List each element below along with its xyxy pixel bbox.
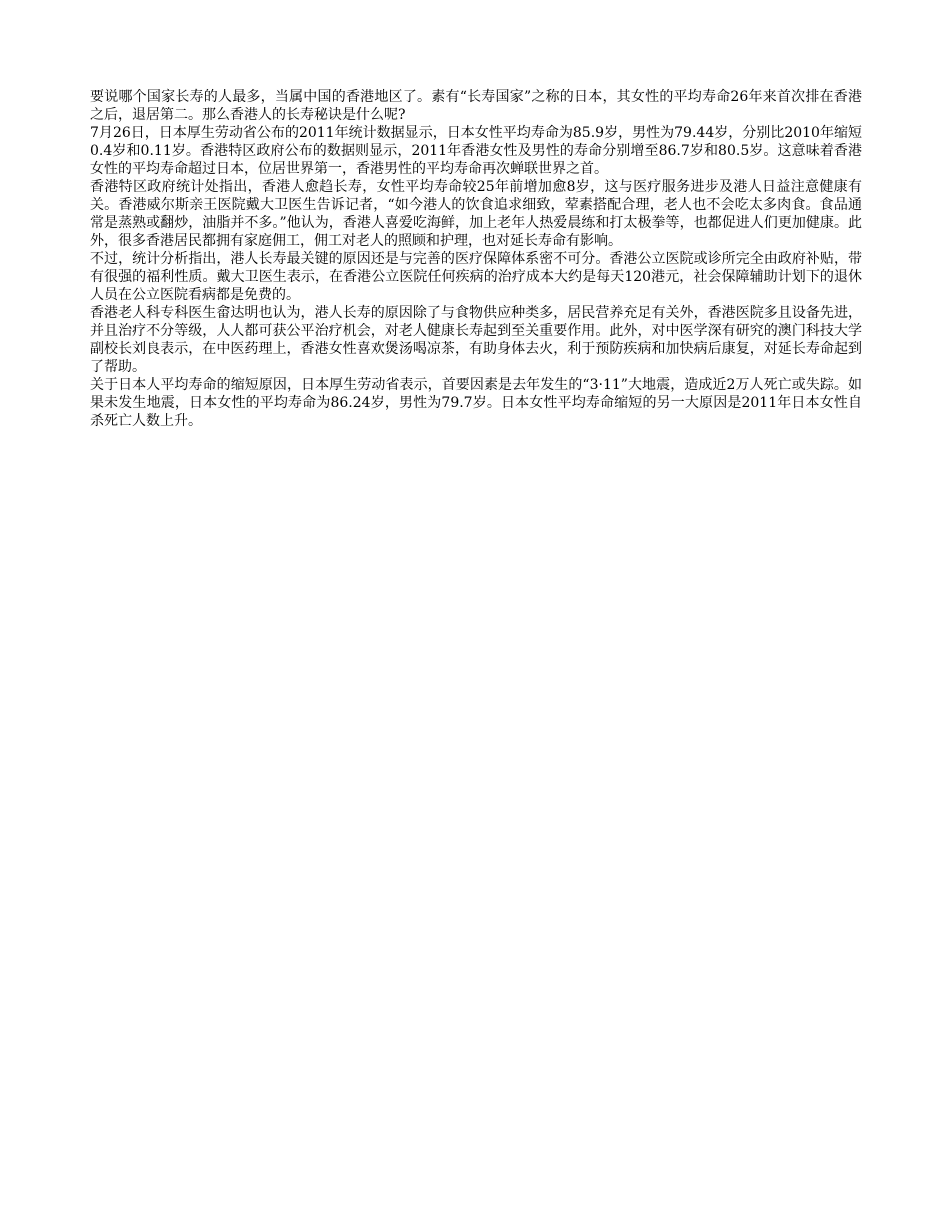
paragraph-3: 香港特区政府统计处指出，香港人愈趋长寿，女性平均寿命较25年前增加愈8岁，这与医疗服务进步及港人日益注意健康有关。香港威尔斯亲王医院戴大卫医生告诉记者，“如今港人的饮食追求细致，荤素搭配合理，老人也不会吃太多肉食。食品通常是蒸熟或翻炒，油脂并不多。”他认为，香港人喜爱吃海鲜，加上老年人热爱晨练和打太极拳等，也都促进人们更加健康。此外，很多香港居民都拥有家庭佣工，佣工对老人的照顾和护理，也对延长寿命有影响。 bbox=[90, 179, 862, 249]
paragraph-5: 香港老人科专科医生畲达明也认为，港人长寿的原因除了与食物供应种类多，居民营养充足有关外，香港医院多且设备先进，并且治疗不分等级，人人都可获公平治疗机会，对老人健康长寿起到至关重要作用。此外，对中医学深有研究的澳门科技大学副校长刘良表示，在中医药理上，香港女性喜欢煲汤喝凉茶，有助身体去火，利于预防疾病和加快病后康复，对延长寿命起到了帮助。 bbox=[90, 305, 862, 375]
paragraph-2: 7月26日，日本厚生劳动省公布的2011年统计数据显示，日本女性平均寿命为85.9岁，男性为79.44岁，分别比2010年缩短0.4岁和0.11岁。香港特区政府公布的数据则显示，2011年香港女性及男性的寿命分别增至86.7岁和80.5岁。这意味着香港女性的平均寿命超过日本，位居世界第一，香港男性的平均寿命再次蝉联世界之首。 bbox=[90, 125, 862, 177]
paragraph-4: 不过，统计分析指出，港人长寿最关键的原因还是与完善的医疗保障体系密不可分。香港公立医院或诊所完全由政府补贴，带有很强的福利性质。戴大卫医生表示，在香港公立医院任何疾病的治疗成本大约是每天120港元，社会保障辅助计划下的退休人员在公立医院看病都是免费的。 bbox=[90, 251, 862, 303]
document-body bbox=[90, 88, 862, 430]
paragraph-1: 要说哪个国家长寿的人最多，当属中国的香港地区了。素有“长寿国家”之称的日本，其女性的平均寿命26年来首次排在香港之后，退居第二。那么香港人的长寿秘诀是什么呢? bbox=[90, 89, 862, 123]
paragraph-6: 关于日本人平均寿命的缩短原因，日本厚生劳动省表示，首要因素是去年发生的“3·11”大地震，造成近2万人死亡或失踪。如果未发生地震，日本女性的平均寿命为86.24岁，男性为79.7岁。日本女性平均寿命缩短的另一大原因是2011年日本女性自杀死亡人数上升。 bbox=[90, 377, 862, 429]
